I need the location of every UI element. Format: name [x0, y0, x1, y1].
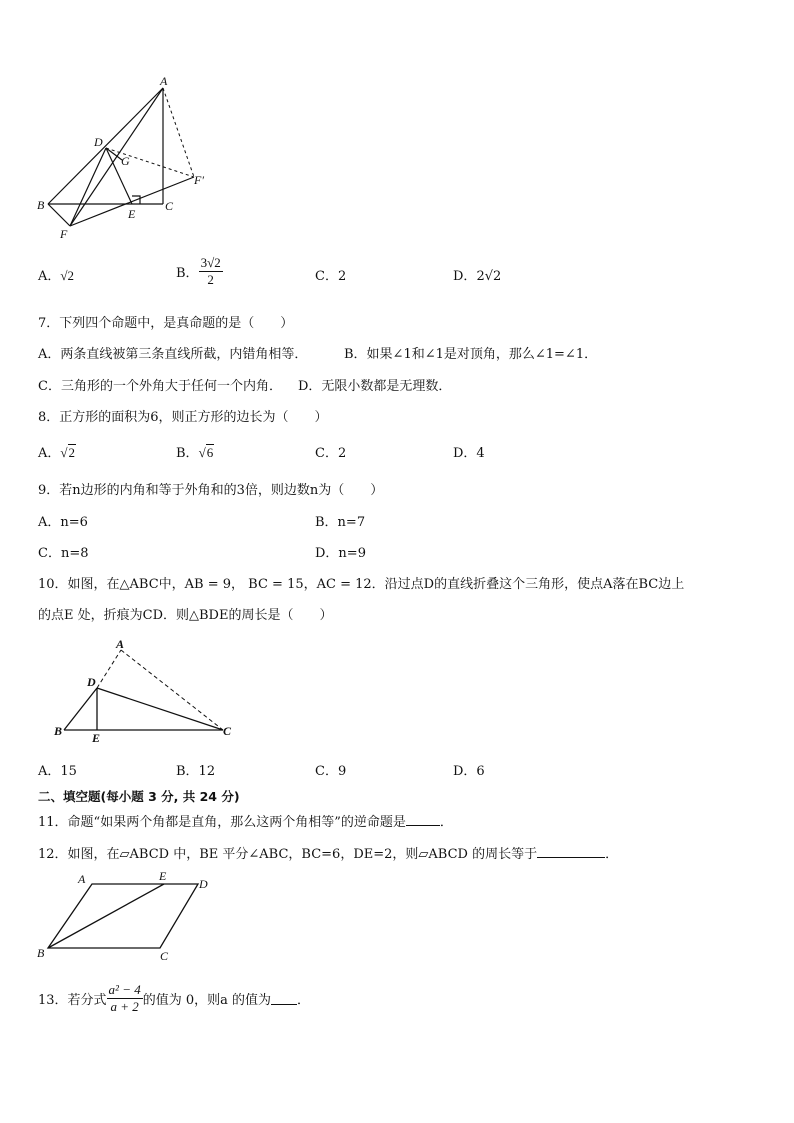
q9-option-a: A．n=6 — [38, 515, 88, 530]
q11-text-row — [38, 811, 453, 830]
q7-option-b: B．如果∠1和∠1是对顶角，那么∠1=∠1． — [344, 347, 598, 362]
q13-prefix: 13．若分式 — [38, 993, 107, 1008]
q9-stem: 9．若n边形的内角和等于外角和的3倍，则边数n为（ ） — [38, 483, 384, 498]
q8-option-d: D．4 — [453, 446, 485, 461]
q13-answer-blank — [271, 992, 297, 1005]
q12-label-c: C — [160, 949, 169, 963]
q6-option-d-value: 2√2 — [476, 269, 502, 284]
q6-option-c — [315, 265, 346, 284]
q10-label-c: C — [223, 724, 232, 738]
q6-option-b-numerator: 3√2 — [200, 255, 221, 270]
q6-label-f-prime: F′ — [194, 173, 204, 187]
q6-option-c-letter: C． — [315, 269, 338, 284]
q12-label-d: D — [199, 877, 208, 891]
q11-text: 11．命题“如果两个角都是直角，那么这两个角相等”的逆命题是 — [38, 815, 406, 830]
q10-label-d: D — [87, 675, 96, 689]
q13-end: ． — [297, 993, 311, 1008]
q7-option-c: C．三角形的一个外角大于任何一个内角． — [38, 379, 282, 394]
q12-label-e: E — [159, 872, 167, 883]
q12-end: ． — [605, 847, 619, 862]
q11-answer-blank — [406, 813, 440, 826]
q10-stem-line2: 的点E 处，折痕为CD．则△BDE的周长是（ ） — [38, 608, 333, 623]
q10-option-c: C．9 — [315, 764, 347, 779]
q8-option-b-value: √6 — [198, 445, 214, 460]
q6-option-b-letter: B． — [176, 266, 199, 281]
q8-option-b — [176, 442, 214, 461]
q7-option-d: D．无限小数都是无理数． — [298, 379, 452, 394]
q8-option-c: C．2 — [315, 446, 347, 461]
q10-option-d: D．6 — [453, 764, 485, 779]
q6-option-d-letter: D． — [453, 269, 477, 284]
q6-label-g: G — [121, 154, 130, 168]
q6-figure — [34, 72, 214, 244]
q12-answer-blank — [537, 845, 605, 858]
q6-label-d: D — [94, 135, 103, 149]
q6-option-a — [38, 265, 74, 284]
q10-label-a: A — [116, 637, 125, 651]
q6-option-b-fraction — [199, 255, 223, 288]
q10-label-b: B — [54, 724, 63, 738]
q13-suffix: 的值为 0，则a 的值为 — [142, 993, 272, 1008]
q6-option-d — [453, 265, 501, 284]
q12-text-row — [38, 843, 618, 862]
q6-option-b-denominator: 2 — [207, 272, 214, 287]
q7-stem: 7．下列四个命题中，是真命题的是（ ） — [38, 316, 294, 331]
q6-label-f: F — [60, 227, 68, 241]
q6-option-a-value: √2 — [60, 268, 75, 283]
q9-option-c: C．n=8 — [38, 546, 89, 561]
q9-option-d: D．n=9 — [315, 546, 366, 561]
q12-label-b: B — [37, 946, 45, 960]
q13-fraction — [107, 982, 143, 1015]
section-2-title: 二、填空题(每小题 3 分, 共 24 分) — [38, 789, 240, 804]
q6-option-b — [176, 255, 223, 288]
q10-option-b: B．12 — [176, 764, 216, 779]
q8-option-a-letter: A． — [38, 446, 61, 461]
q12-label-a: A — [78, 872, 86, 886]
q13-text-row — [38, 982, 310, 1015]
q12-figure — [34, 872, 224, 966]
q6-label-c: C — [165, 199, 174, 213]
q10-figure — [50, 636, 240, 746]
q12-text: 12．如图，在▱ABCD 中，BE 平分∠ABC，BC=6，DE=2，则▱ABCD 的周长等于 — [38, 847, 538, 862]
q6-label-b: B — [37, 198, 45, 212]
q7-option-a: A．两条直线被第三条直线所截，内错角相等． — [38, 347, 308, 362]
q6-option-a-letter: A． — [38, 269, 61, 284]
q8-option-b-letter: B． — [176, 446, 199, 461]
q10-option-a: A．15 — [38, 764, 77, 779]
q8-option-a — [38, 442, 76, 461]
q13-numerator: a² − 4 — [108, 982, 141, 997]
q6-label-a: A — [160, 74, 168, 88]
q11-end: ． — [439, 815, 453, 830]
q13-denominator: a + 2 — [110, 999, 139, 1014]
q8-stem: 8．正方形的面积为6，则正方形的边长为（ ） — [38, 410, 328, 425]
q6-label-e: E — [128, 207, 136, 221]
q6-option-c-value: 2 — [337, 269, 347, 284]
q10-stem-line1: 10．如图，在△ABC中，AB = 9， BC = 15，AC = 12．沿过点D的直线折叠这个三角形，使点A落在BC边上 — [38, 577, 685, 592]
q8-option-b-radicand: 6 — [206, 445, 214, 460]
q8-option-a-radicand: 2 — [68, 445, 76, 460]
q8-option-a-value: √2 — [60, 445, 76, 460]
q10-label-e: E — [92, 731, 101, 745]
q9-option-b: B．n=7 — [315, 515, 366, 530]
